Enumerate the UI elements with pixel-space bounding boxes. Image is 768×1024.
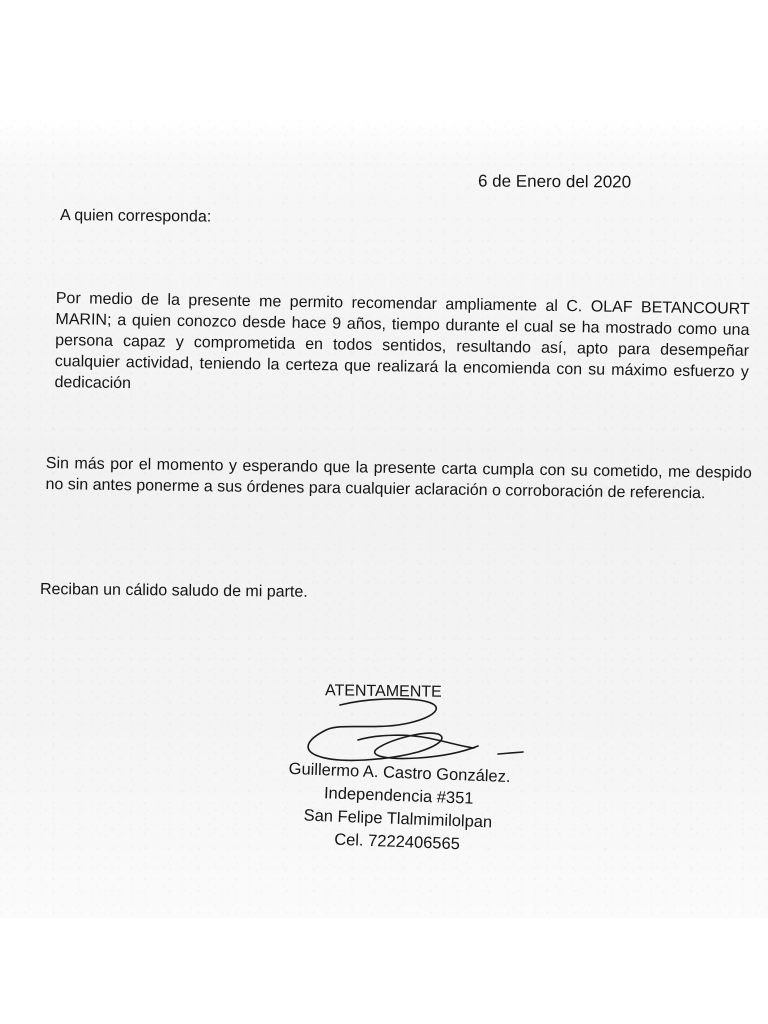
valediction: ATENTAMENTE bbox=[324, 682, 442, 701]
closing-line: Reciban un cálido saludo de mi parte. bbox=[39, 581, 308, 601]
farewell-paragraph: Sin más por el momento y esperando que la presente carta cumpla con su cometido, me despido no sin antes ponerme a sus órdenes para cualquier aclaración o corroboración de referencia. bbox=[45, 454, 752, 503]
recommendation-paragraph: Por medio de la presente me permito recomendar ampliamente al C. OLAF BETANCOURT MARIN; a quien conozco desde hace 9 años, tiempo durante el cual se ha mostrado como una persona capaz y comprometida en todos sentidos, resultando así, apto para desempeñar cualquier actividad, teniendo la certeza que realizará la encomienda con su máximo esfuerzo y dedicación bbox=[54, 289, 750, 393]
letter-date: 6 de Enero del 2020 bbox=[477, 171, 632, 192]
signatory-phone: Cel. 7222406565 bbox=[333, 830, 461, 854]
signatory-block bbox=[237, 756, 560, 860]
signatory-street: Independencia #351 bbox=[323, 784, 474, 808]
salutation: A quien corresponda: bbox=[59, 207, 212, 226]
signatory-name: Guillermo A. Castro González. bbox=[288, 759, 511, 787]
signatory-locality: San Felipe Tlalmimilolpan bbox=[303, 806, 493, 832]
